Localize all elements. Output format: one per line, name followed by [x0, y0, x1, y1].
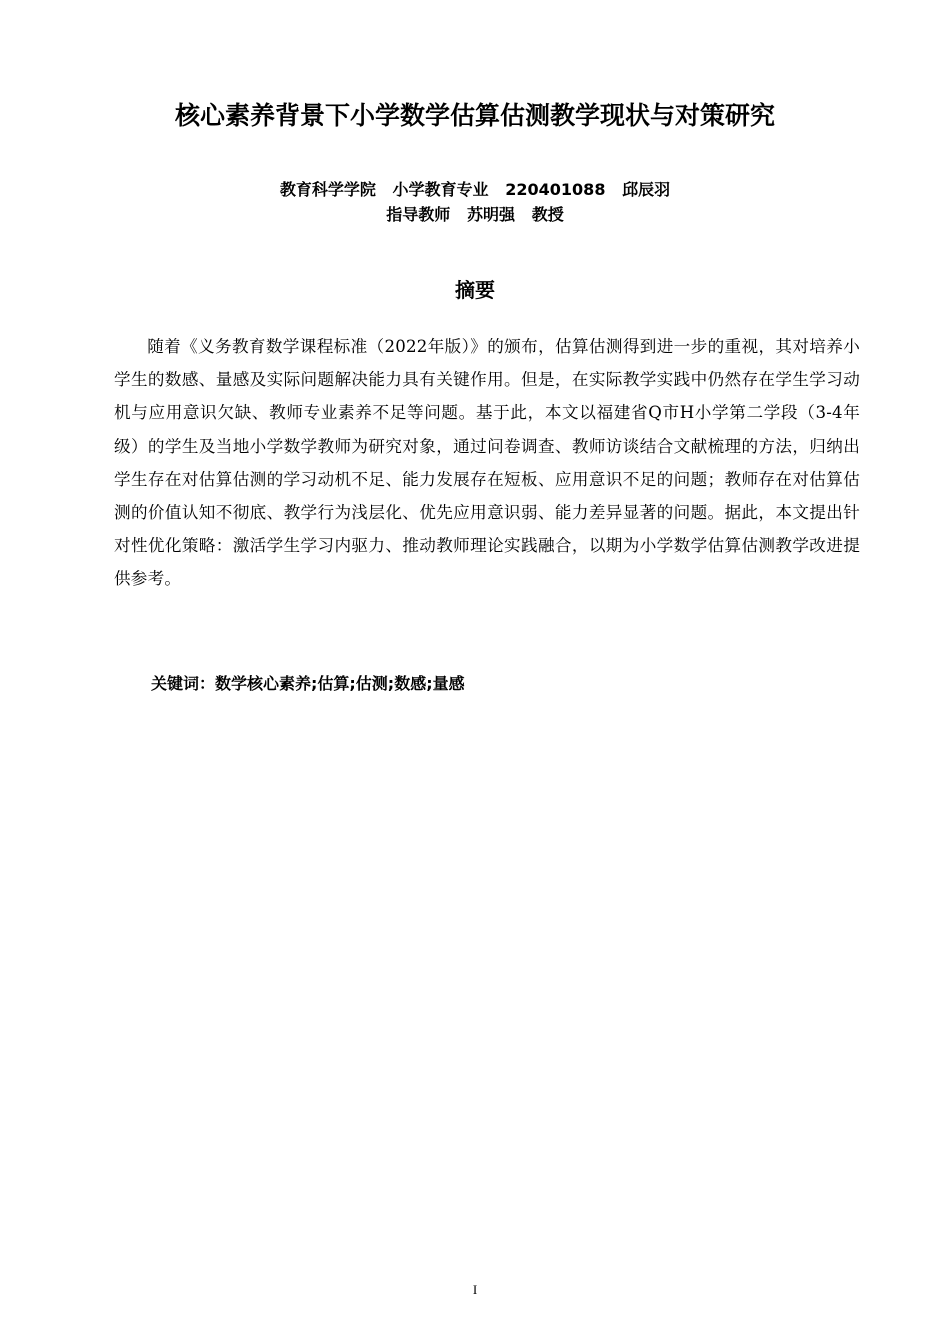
abstract-text: 随着《义务教育数学课程标准（2022年版）》的颁布，估算估测得到进一步的重视，其对培养小学生的数感、量感及实际问题解决能力具有关键作用。但是，在实际教学实践中仍然存在学生学习动机与应用意识欠缺、教师专业素养不足等问题。基于此，本文以福建省Q市H小学第二学段（3-4年级）的学生及当地小学数学教师为研究对象，通过问卷调查、教师访谈结合文献梳理的方法，归纳出学生存在对估算估测的学习动机不足、能力发展存在短板、应用意识不足的问题；教师存在对估算估测的价值认知不彻底、教学行为浅层化、优先应用意识弱、能力差异显著的问题。据此，本文提出针对性优化策略：激活学生学习内驱力、推动教师理论实践融合，以期为小学数学估算估测教学改进提供参考。 — [114, 337, 860, 589]
paper-title: 核心素养背景下小学数学估算估测教学现状与对策研究 — [174, 101, 775, 130]
author-info: 教育科学学院 小学教育专业 220401088 邱辰羽 — [279, 180, 671, 199]
page-number: I — [472, 1282, 478, 1297]
abstract-heading: 摘要 — [455, 278, 495, 302]
advisor-info: 指导教师 苏明强 教授 — [386, 205, 564, 224]
keywords-line: 关键词：数学核心素养;估算;估测;数感;量感 — [151, 674, 465, 693]
